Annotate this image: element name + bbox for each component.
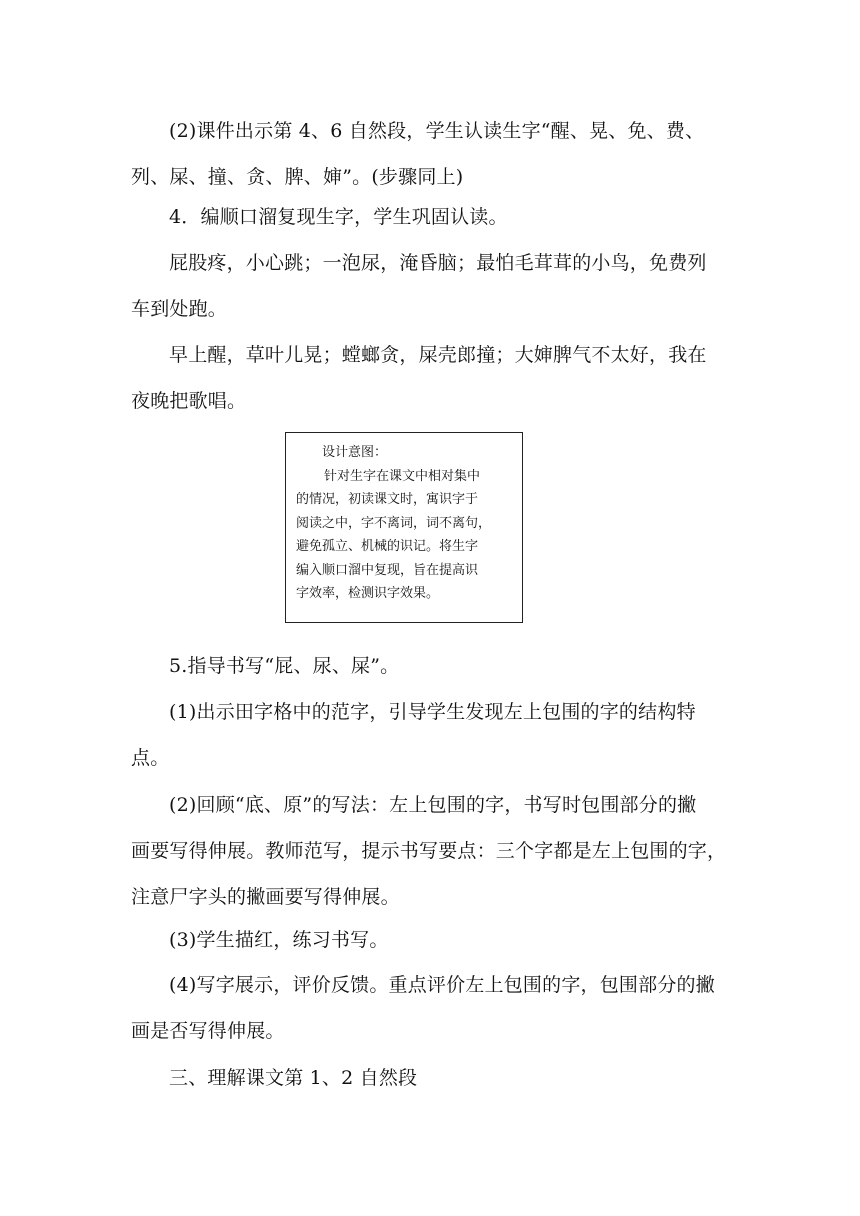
paragraph-line: (2)课件出示第 4、6 自然段，学生认读生字“醒、晃、免、费、 <box>169 120 705 142</box>
paragraph-line: 画要写得伸展。教师范写，提示书写要点：三个字都是左上包围的字， <box>131 840 727 862</box>
paragraph-line: 5.指导书写“屁、尿、屎”。 <box>169 655 400 677</box>
paragraph-step-5-4 <box>131 962 731 1054</box>
paragraph-line: (2)回顾“底、原”的写法：左上包围的字，书写时包围部分的撇 <box>169 794 697 816</box>
paragraph-rhyme-1 <box>131 240 731 332</box>
paragraph-step-2 <box>131 108 731 200</box>
paragraph-line: 早上醒，草叶儿晃；螳螂贪，屎壳郎撞；大婶脾气不太好，我在 <box>169 344 707 366</box>
paragraph-line: 车到处跑。 <box>131 298 228 320</box>
paragraph-step-5 <box>131 643 731 689</box>
paragraph-step-5-2 <box>131 782 731 920</box>
paragraph-line: 点。 <box>131 747 170 769</box>
design-box-line: 针对生字在课文中相对集中 <box>324 468 481 484</box>
paragraph-step-5-3 <box>131 917 731 963</box>
paragraph-line: 三、理解课文第 1、2 自然段 <box>169 1067 418 1089</box>
design-box-line: 的情况，初读课文时，寓识字于 <box>296 492 479 507</box>
paragraph-rhyme-2 <box>131 332 731 424</box>
paragraph-line: 注意尸字头的撇画要写得伸展。 <box>131 886 400 908</box>
design-box-line: 字效率，检测识字效果。 <box>296 586 440 601</box>
design-intent-box <box>285 432 523 623</box>
design-box-line: 阅读之中，字不离词，词不离句， <box>296 515 492 531</box>
section-heading-3 <box>131 1055 731 1101</box>
design-box-line: 避免孤立、机械的识记。将生字 <box>296 539 479 554</box>
paragraph-line: 列、屎、撞、贪、脾、婶”。(步骤同上) <box>131 166 464 188</box>
design-box-line: 编入顺口溜中复现，旨在提高识 <box>296 562 479 578</box>
paragraph-line: (1)出示田字格中的范字，引导学生发现左上包围的字的结构特 <box>169 701 696 723</box>
paragraph-line: 4．编顺口溜复现生字，学生巩固认读。 <box>169 206 508 228</box>
paragraph-line: 夜晚把歌唱。 <box>131 390 247 412</box>
paragraph-line: 屁股疼，小心跳；一泡尿，淹昏脑；最怕毛茸茸的小鸟，免费列 <box>169 252 707 274</box>
paragraph-line: (4)写字展示，评价反馈。重点评价左上包围的字，包围部分的撇 <box>169 974 715 996</box>
paragraph-step-5-1 <box>131 689 731 781</box>
paragraph-line: 画是否写得伸展。 <box>131 1020 285 1042</box>
paragraph-line: (3)学生描红，练习书写。 <box>169 929 389 951</box>
paragraph-step-4 <box>131 194 731 240</box>
design-box-title: 设计意图： <box>322 445 388 460</box>
